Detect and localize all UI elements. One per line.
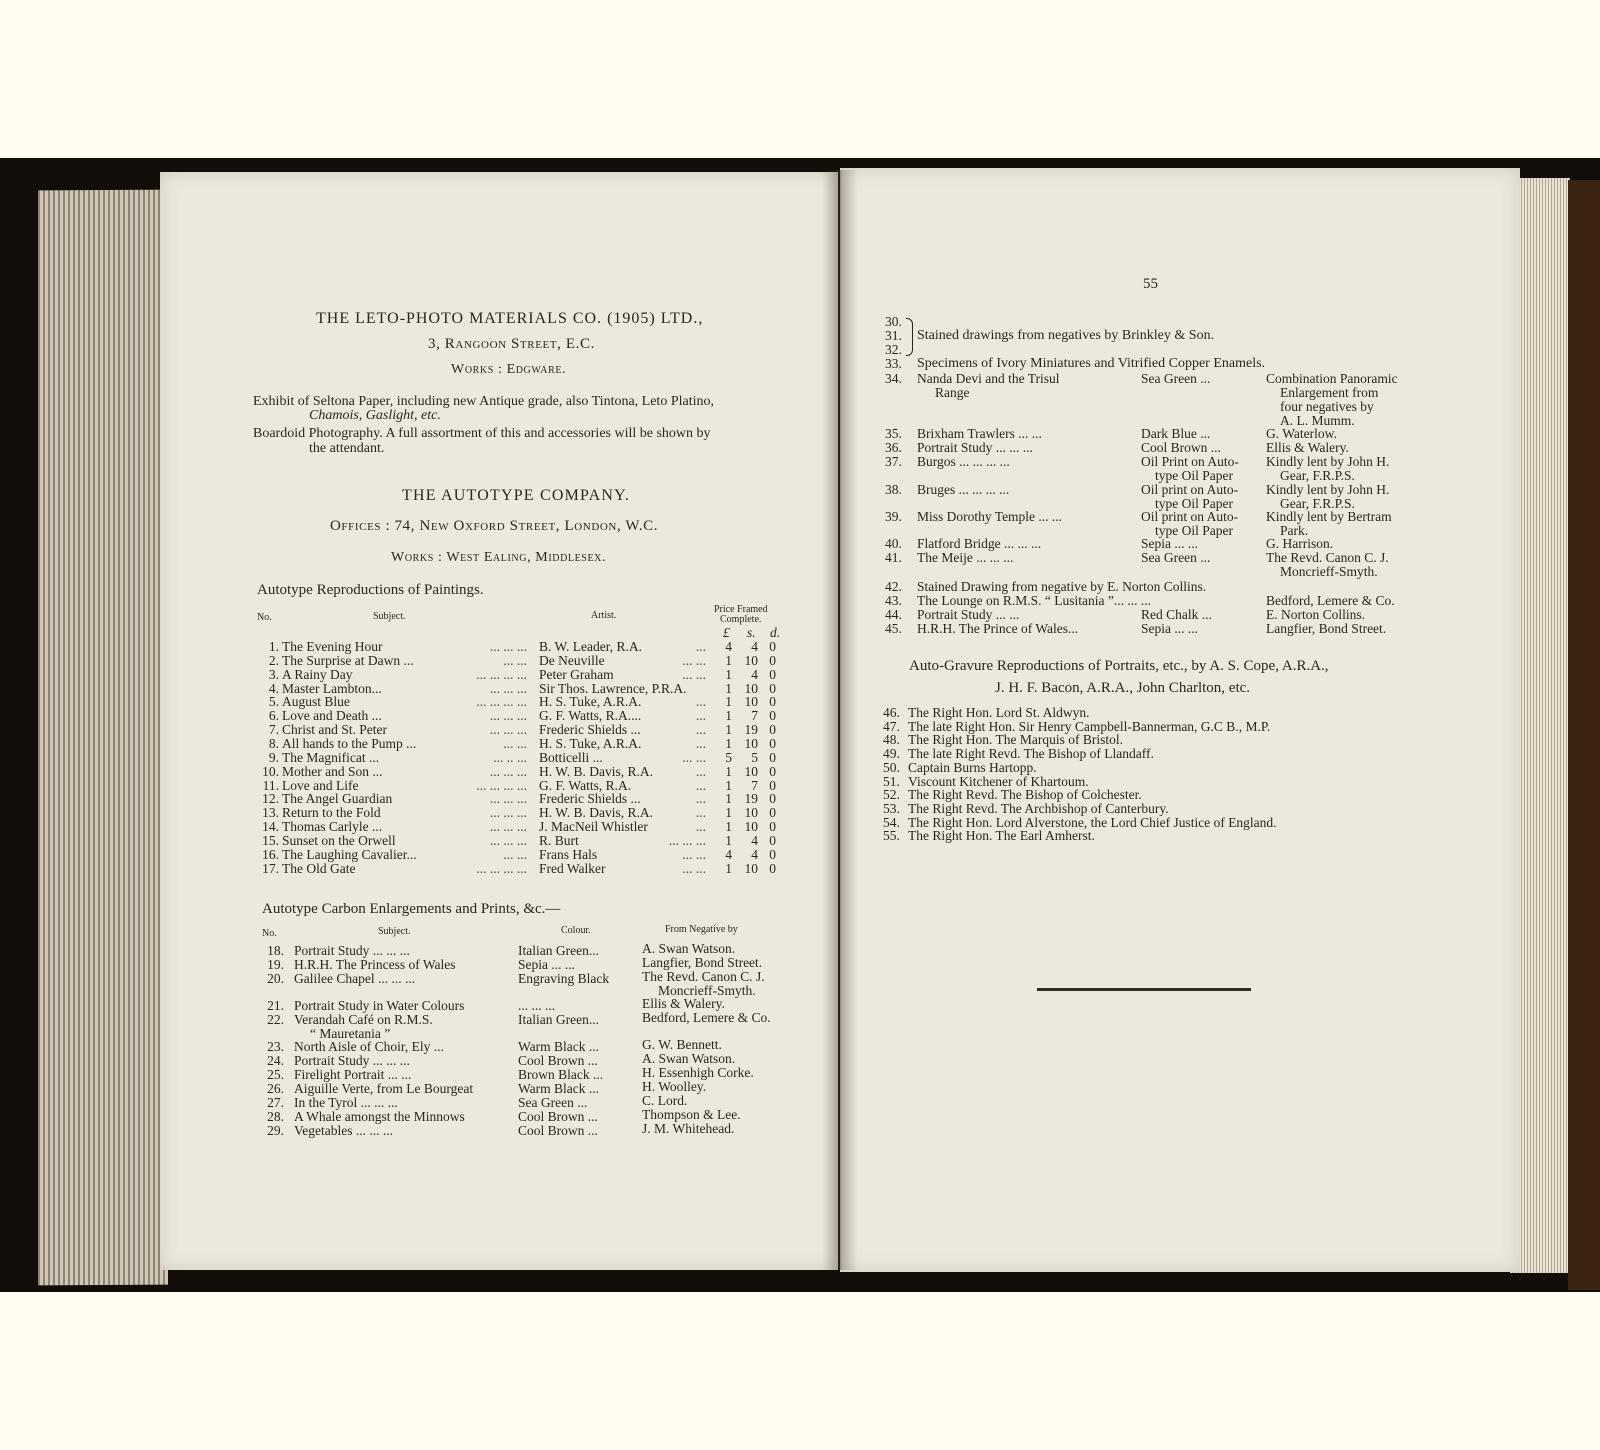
item-subject: Portrait Study ... ... (917, 607, 1020, 622)
painting-number: 3. (268, 667, 279, 682)
painting-number: 15. (262, 833, 279, 848)
col-header-no: No. (257, 612, 272, 623)
painting-artist: B. W. Leader, R.A. (539, 639, 642, 654)
painting-leader-dots-2: ... (695, 764, 706, 779)
painting-price-pounds: 1 (725, 805, 732, 820)
autotype-offices: Offices : 74, New Oxford Street, London, W.C. (330, 518, 659, 534)
painting-subject: Love and Life (282, 778, 359, 793)
item-colour: Oil print on Auto- (1141, 509, 1239, 524)
carbon-negative: Langfier, Bond Street. (642, 955, 763, 970)
carbon-subject: Portrait Study ... ... ... (294, 1053, 410, 1068)
carbon-number: 22. (267, 1012, 284, 1027)
portrait-number: 49. (883, 746, 900, 761)
painting-leader-dots: ... ... ... (489, 819, 527, 834)
painting-price-shillings: 7 (751, 708, 758, 723)
item-subject: Stained Drawing from negative by E. Norton Collins. (917, 579, 1207, 594)
carbon-subject-cont: “ Mauretania ” (310, 1026, 391, 1041)
item-subject: Portrait Study ... ... ... (917, 440, 1033, 455)
painting-price-shillings: 4 (751, 667, 758, 682)
item-colour-cont: type Oil Paper (1155, 468, 1233, 483)
portrait-title: The Right Revd. The Archbishop of Canterbury. (908, 801, 1169, 816)
carbon-number: 29. (267, 1123, 284, 1138)
item-negative-cont: Enlargement from (1280, 385, 1379, 400)
carbon-negative-cont: Moncrieff-Smyth. (658, 983, 756, 998)
painting-number: 7. (268, 722, 279, 737)
painting-leader-dots-2: ... (695, 805, 706, 820)
painting-price-pence: 0 (769, 750, 776, 765)
painting-price-pence: 0 (769, 805, 776, 820)
carbon-colour: ... ... ... (518, 998, 556, 1013)
painting-price-pounds: 1 (725, 667, 732, 682)
carbon-number: 25. (267, 1067, 284, 1082)
painting-price-pence: 0 (769, 736, 776, 751)
portrait-title: The Right Revd. The Bishop of Colchester. (908, 787, 1142, 802)
painting-subject: August Blue (282, 694, 350, 709)
painting-price-pence: 0 (769, 681, 776, 696)
paintings-heading: Autotype Reproductions of Paintings. (257, 582, 484, 598)
carbon-negative: Bedford, Lemere & Co. (642, 1010, 771, 1025)
painting-number: 4. (268, 681, 279, 696)
item-negative-cont: Gear, F.R.P.S. (1280, 468, 1355, 483)
painting-price-pence: 0 (769, 694, 776, 709)
item-colour: Red Chalk ... (1141, 607, 1212, 622)
item-negative-cont: Park. (1280, 523, 1309, 538)
painting-subject: Return to the Fold (282, 805, 381, 820)
carbon-number: 20. (267, 971, 284, 986)
gravure-heading-1: Auto-Gravure Reproductions of Portraits, etc., by A. S. Cope, A.R.A., (909, 658, 1329, 674)
carbon-negative: Ellis & Walery. (642, 996, 725, 1011)
painting-leader-dots-2: ... (695, 694, 706, 709)
carbon-subject: H.R.H. The Princess of Wales (294, 957, 456, 972)
painting-artist: Fred Walker (539, 861, 606, 876)
carbon-subject: Galilee Chapel ... ... ... (294, 971, 416, 986)
portrait-number: 54. (883, 815, 900, 830)
carbon-negative: H. Woolley. (642, 1079, 707, 1094)
painting-number: 16. (262, 847, 279, 862)
left-page-edges (38, 190, 168, 1286)
painting-leader-dots-2: ... (695, 639, 706, 654)
painting-price-shillings: 10 (744, 764, 758, 779)
painting-leader-dots-2: ... (695, 708, 706, 723)
painting-leader-dots-2: ... ... (682, 653, 706, 668)
item-number: 45. (885, 621, 902, 636)
item-colour: Dark Blue ... (1141, 426, 1211, 441)
portrait-title: The Right Hon. Lord Alverstone, the Lord Chief Justice of England. (908, 815, 1277, 830)
painting-price-shillings: 4 (751, 847, 758, 862)
painting-price-pence: 0 (769, 722, 776, 737)
painting-price-pence: 0 (769, 639, 776, 654)
carbon-subject: Aiguille Verte, from Le Bourgeat (294, 1081, 474, 1096)
autotype-title: THE AUTOTYPE COMPANY. (402, 487, 631, 504)
painting-price-pounds: 1 (725, 861, 732, 876)
painting-artist: H. W. B. Davis, R.A. (539, 764, 654, 779)
item-number: 38. (885, 482, 902, 497)
painting-leader-dots: ... ... ... ... (476, 667, 527, 682)
painting-subject: A Rainy Day (282, 667, 353, 682)
carbon-number: 18. (267, 943, 284, 958)
painting-price-shillings: 4 (751, 833, 758, 848)
painting-artist: Frederic Shields ... (539, 722, 641, 737)
painting-leader-dots-2: ... ... (682, 750, 706, 765)
painting-price-pounds: 1 (725, 708, 732, 723)
painting-artist: G. F. Watts, R.A.... (539, 708, 642, 723)
item-number: 35. (885, 426, 902, 441)
painting-price-shillings: 10 (744, 805, 758, 820)
painting-number: 2. (268, 653, 279, 668)
carbon-colour: Cool Brown ... (518, 1123, 598, 1138)
painting-artist: G. F. Watts, R.A. (539, 778, 632, 793)
autotype-works: Works : West Ealing, Middlesex. (391, 550, 607, 565)
carbon-number: 24. (267, 1053, 284, 1068)
painting-artist: Frederic Shields ... (539, 791, 641, 806)
painting-subject: The Angel Guardian (282, 791, 393, 806)
painting-number: 11. (262, 778, 279, 793)
carbon-heading: Autotype Carbon Enlargements and Prints, &c.— (262, 901, 561, 917)
painting-price-shillings: 7 (751, 778, 758, 793)
carbon-colour: Engraving Black (518, 971, 610, 986)
painting-artist: H. S. Tuke, A.R.A. (539, 736, 642, 751)
painting-subject: Love and Death ... (282, 708, 382, 723)
item-subject: Flatford Bridge ... ... ... (917, 536, 1042, 551)
carbon-colour: Sea Green ... (518, 1095, 588, 1110)
portrait-number: 52. (883, 787, 900, 802)
item-negative: The Revd. Canon C. J. (1266, 550, 1389, 565)
gravure-heading-2: J. H. F. Bacon, A.R.A., John Charlton, etc. (995, 680, 1251, 696)
painting-number: 1. (268, 639, 279, 654)
item-negative-cont: Moncrieff-Smyth. (1280, 564, 1378, 579)
painting-leader-dots-2: ... (695, 791, 706, 806)
carbon-header-no: No. (262, 928, 277, 939)
col-header-price-2: Complete. (720, 614, 762, 625)
painting-price-pounds: 1 (725, 722, 732, 737)
painting-price-pence: 0 (769, 708, 776, 723)
item-subject: Miss Dorothy Temple ... ... (917, 509, 1063, 524)
painting-price-pounds: 4 (725, 847, 732, 862)
painting-number: 6. (268, 708, 279, 723)
item-number: 44. (885, 607, 902, 622)
painting-price-pence: 0 (769, 847, 776, 862)
painting-price-shillings: 10 (744, 736, 758, 751)
painting-subject: Master Lambton... (282, 681, 382, 696)
item-subject: The Meije ... ... ... (917, 550, 1014, 565)
portrait-title: The late Right Hon. Sir Henry Campbell-Bannerman, G.C B., M.P. (908, 719, 1271, 734)
painting-price-shillings: 10 (744, 861, 758, 876)
item-negative-cont: four negatives by (1280, 399, 1374, 414)
painting-artist: Peter Graham (539, 667, 614, 682)
painting-subject: The Old Gate (282, 861, 356, 876)
painting-leader-dots: ... ... (503, 847, 527, 862)
item-colour: Sea Green ... (1141, 371, 1211, 386)
item-subject: H.R.H. The Prince of Wales... (917, 621, 1079, 636)
carbon-colour: Cool Brown ... (518, 1053, 598, 1068)
painting-price-pounds: 5 (725, 750, 732, 765)
portrait-title: The late Right Revd. The Bishop of Llandaff. (908, 746, 1154, 761)
carbon-number: 27. (267, 1095, 284, 1110)
carbon-number: 28. (267, 1109, 284, 1124)
painting-leader-dots-2: ... ... ... (668, 833, 706, 848)
portrait-title: Captain Burns Hartopp. (908, 760, 1037, 775)
col-header-pence: d. (770, 625, 781, 640)
painting-leader-dots-2: ... (695, 722, 706, 737)
portrait-title: The Right Hon. The Marquis of Bristol. (908, 732, 1123, 747)
carbon-negative: H. Essenhigh Corke. (642, 1065, 754, 1080)
painting-number: 8. (268, 736, 279, 751)
painting-price-pounds: 1 (725, 653, 732, 668)
item-colour: Sepia ... ... (1141, 621, 1198, 636)
item-negative: Langfier, Bond Street. (1266, 621, 1387, 636)
item-33-text: Specimens of Ivory Miniatures and Vitrified Copper Enamels. (917, 356, 1266, 371)
painting-artist: Frans Hals (539, 847, 598, 862)
item-colour: Cool Brown ... (1141, 440, 1221, 455)
painting-subject: Christ and St. Peter (282, 722, 387, 737)
carbon-colour: Italian Green... (518, 1012, 599, 1027)
painting-leader-dots-2: ... ... (682, 847, 706, 862)
item-subject: Nanda Devi and the Trisul (917, 371, 1060, 386)
col-header-subject: Subject. (373, 611, 406, 622)
book-gutter (822, 170, 858, 1270)
painting-price-shillings: 5 (751, 750, 758, 765)
painting-number: 5. (268, 694, 279, 709)
painting-subject: Mother and Son ... (282, 764, 383, 779)
painting-price-pounds: 1 (725, 833, 732, 848)
item-negative: Kindly lent by Bertram (1266, 509, 1392, 524)
carbon-number: 26. (267, 1081, 284, 1096)
painting-price-pence: 0 (769, 861, 776, 876)
item-number: 40. (885, 536, 902, 551)
portrait-number: 48. (883, 732, 900, 747)
carbon-subject: Verandah Café on R.M.S. (294, 1012, 433, 1027)
painting-number: 12. (262, 791, 279, 806)
painting-subject: Thomas Carlyle ... (282, 819, 383, 834)
painting-price-pounds: 1 (725, 694, 732, 709)
col-header-price-1: Price Framed (714, 604, 768, 615)
painting-price-pence: 0 (769, 833, 776, 848)
item-number: 43. (885, 593, 902, 608)
portrait-number: 46. (883, 705, 900, 720)
painting-leader-dots: ... ... ... (489, 791, 527, 806)
carbon-colour: Warm Black ... (518, 1081, 600, 1096)
painting-subject: The Evening Hour (282, 639, 383, 654)
item-subject-cont: Range (935, 385, 970, 400)
painting-artist: Sir Thos. Lawrence, P.R.A. (539, 681, 687, 696)
painting-price-pounds: 1 (725, 681, 732, 696)
carbon-negative: G. W. Bennett. (642, 1037, 722, 1052)
painting-leader-dots: ... .. ... (493, 750, 527, 765)
item-colour-cont: type Oil Paper (1155, 523, 1233, 538)
brace-num-31: 31. (885, 328, 902, 343)
col-header-pounds: £ (723, 625, 730, 640)
carbon-subject: North Aisle of Choir, Ely ... (294, 1039, 444, 1054)
painting-subject: The Laughing Cavalier... (282, 847, 417, 862)
portrait-title: Viscount Kitchener of Khartoum. (908, 774, 1089, 789)
painting-price-shillings: 19 (744, 722, 758, 737)
item-number: 36. (885, 440, 902, 455)
item-negative: Kindly lent by John H. (1266, 454, 1390, 469)
item-number: 42. (885, 579, 902, 594)
painting-leader-dots: ... ... (503, 736, 527, 751)
painting-leader-dots: ... ... ... (489, 708, 527, 723)
painting-leader-dots: ... ... (503, 653, 527, 668)
painting-leader-dots: ... ... ... (489, 764, 527, 779)
item-33-number: 33. (885, 356, 902, 371)
brace-num-32: 32. (885, 342, 902, 357)
portrait-number: 50. (883, 760, 900, 775)
carbon-negative: C. Lord. (642, 1093, 688, 1108)
painting-number: 17. (262, 861, 279, 876)
item-negative: Ellis & Walery. (1266, 440, 1349, 455)
painting-leader-dots: ... ... ... (489, 833, 527, 848)
item-subject: Brixham Trawlers ... ... (917, 426, 1042, 441)
painting-subject: The Surprise at Dawn ... (282, 653, 414, 668)
painting-price-pounds: 1 (725, 764, 732, 779)
carbon-colour: Italian Green... (518, 943, 599, 958)
carbon-subject: Portrait Study in Water Colours (294, 998, 465, 1013)
portrait-number: 53. (883, 801, 900, 816)
item-colour: Oil print on Auto- (1141, 482, 1239, 497)
painting-leader-dots: ... ... ... (489, 681, 527, 696)
item-number: 34. (885, 371, 902, 386)
painting-price-pence: 0 (769, 791, 776, 806)
painting-number: 10. (262, 764, 279, 779)
painting-artist: J. MacNeil Whistler (539, 819, 648, 834)
painting-leader-dots: ... ... ... (489, 805, 527, 820)
painting-price-pounds: 1 (725, 736, 732, 751)
item-number: 39. (885, 509, 902, 524)
painting-artist: H. W. B. Davis, R.A. (539, 805, 654, 820)
brace-text: Stained drawings from negatives by Brinkley & Son. (917, 328, 1215, 343)
book-cover-right (1568, 180, 1600, 1290)
painting-leader-dots: ... ... ... (489, 639, 527, 654)
carbon-number: 21. (267, 998, 284, 1013)
item-subject: Bruges ... ... ... ... (917, 482, 1010, 497)
painting-price-pounds: 4 (725, 639, 732, 654)
item-negative: E. Norton Collins. (1266, 607, 1366, 622)
carbon-subject: Vegetables ... ... ... (294, 1123, 393, 1138)
painting-price-shillings: 19 (744, 791, 758, 806)
carbon-negative: The Revd. Canon C. J. (642, 969, 765, 984)
painting-leader-dots-2: ... ... (682, 861, 706, 876)
item-negative-cont: Gear, F.R.P.S. (1280, 496, 1355, 511)
carbon-header-subject: Subject. (378, 926, 411, 937)
leto-title: THE LETO-PHOTO MATERIALS CO. (1905) LTD., (316, 310, 704, 327)
carbon-header-negative: From Negative by (665, 924, 738, 935)
painting-artist: R. Burt (539, 833, 579, 848)
leto-exhibit-line1: Exhibit of Seltona Paper, including new Antique grade, also Tintona, Leto Platino, (253, 394, 714, 409)
painting-number: 14. (262, 819, 279, 834)
painting-price-shillings: 10 (744, 653, 758, 668)
carbon-colour: Cool Brown ... (518, 1109, 598, 1124)
painting-price-shillings: 4 (751, 639, 758, 654)
painting-price-pence: 0 (769, 819, 776, 834)
item-subject: The Lounge on R.M.S. “ Lusitania ”... ... ... (917, 593, 1151, 608)
portrait-title: The Right Hon. The Earl Amherst. (908, 828, 1095, 843)
painting-price-pence: 0 (769, 764, 776, 779)
brace-mark (906, 318, 913, 356)
painting-price-shillings: 10 (744, 681, 758, 696)
painting-artist: H. S. Tuke, A.R.A. (539, 694, 642, 709)
item-colour: Oil Print on Auto- (1141, 454, 1239, 469)
leto-exhibit-line2: Chamois, Gaslight, etc. (309, 408, 441, 423)
carbon-colour: Warm Black ... (518, 1039, 600, 1054)
painting-number: 9. (268, 750, 279, 765)
carbon-subject: Portrait Study ... ... ... (294, 943, 410, 958)
carbon-subject: In the Tyrol ... ... ... (294, 1095, 398, 1110)
item-colour: Sea Green ... (1141, 550, 1211, 565)
portrait-number: 47. (883, 719, 900, 734)
item-negative: Combination Panoramic (1266, 371, 1398, 386)
carbon-colour: Brown Black ... (518, 1067, 604, 1082)
painting-leader-dots: ... ... ... ... (476, 861, 527, 876)
item-number: 37. (885, 454, 902, 469)
leto-address: 3, Rangoon Street, E.C. (428, 336, 595, 352)
painting-leader-dots-2: ... (695, 736, 706, 751)
col-header-artist: Artist. (591, 610, 617, 621)
carbon-number: 19. (267, 957, 284, 972)
painting-leader-dots: ... ... ... (489, 722, 527, 737)
painting-artist: Botticelli ... (539, 750, 603, 765)
item-negative-cont: A. L. Mumm. (1280, 413, 1355, 428)
painting-price-pence: 0 (769, 653, 776, 668)
painting-leader-dots-2: ... (695, 778, 706, 793)
leto-boardoid-line1: Boardoid Photography. A full assortment of this and accessories will be shown by (253, 426, 711, 441)
item-subject: Burgos ... ... ... ... (917, 454, 1010, 469)
col-header-shillings: s. (747, 625, 756, 640)
portrait-number: 55. (883, 828, 900, 843)
painting-leader-dots-2: ... ... (682, 667, 706, 682)
painting-price-shillings: 10 (744, 819, 758, 834)
portrait-title: The Right Hon. Lord St. Aldwyn. (908, 705, 1090, 720)
carbon-header-colour: Colour. (561, 925, 591, 936)
leto-works: Works : Edgware. (451, 362, 567, 377)
painting-price-pence: 0 (769, 667, 776, 682)
item-negative: G. Waterlow. (1266, 426, 1337, 441)
carbon-subject: A Whale amongst the Minnows (294, 1109, 465, 1124)
portrait-number: 51. (883, 774, 900, 789)
painting-artist: De Neuville (539, 653, 605, 668)
painting-subject: Sunset on the Orwell (282, 833, 396, 848)
carbon-colour: Sepia ... ... (518, 957, 575, 972)
page-number: 55 (1143, 276, 1158, 292)
carbon-negative: A. Swan Watson. (642, 941, 736, 956)
painting-number: 13. (262, 805, 279, 820)
carbon-negative: A. Swan Watson. (642, 1051, 736, 1066)
painting-price-pounds: 1 (725, 791, 732, 806)
painting-price-pence: 0 (769, 778, 776, 793)
carbon-number: 23. (267, 1039, 284, 1054)
closing-rule (1037, 988, 1251, 991)
painting-subject: The Magnificat ... (282, 750, 380, 765)
leto-boardoid-line2: the attendant. (309, 441, 385, 456)
painting-price-pounds: 1 (725, 778, 732, 793)
item-negative: G. Harrison. (1266, 536, 1334, 551)
item-number: 41. (885, 550, 902, 565)
item-colour-cont: type Oil Paper (1155, 496, 1233, 511)
painting-price-shillings: 10 (744, 694, 758, 709)
carbon-subject: Firelight Portrait ... ... (294, 1067, 412, 1082)
carbon-negative: Thompson & Lee. (642, 1107, 741, 1122)
painting-price-pounds: 1 (725, 819, 732, 834)
painting-subject: All hands to the Pump ... (282, 736, 417, 751)
item-colour: Sepia ... ... (1141, 536, 1198, 551)
painting-leader-dots-2: ... (695, 819, 706, 834)
item-negative: Kindly lent by John H. (1266, 482, 1390, 497)
carbon-negative: J. M. Whitehead. (642, 1121, 735, 1136)
painting-leader-dots: ... ... ... ... (476, 778, 527, 793)
brace-num-30: 30. (885, 314, 902, 329)
item-negative: Bedford, Lemere & Co. (1266, 593, 1395, 608)
painting-leader-dots: ... ... ... ... (476, 694, 527, 709)
